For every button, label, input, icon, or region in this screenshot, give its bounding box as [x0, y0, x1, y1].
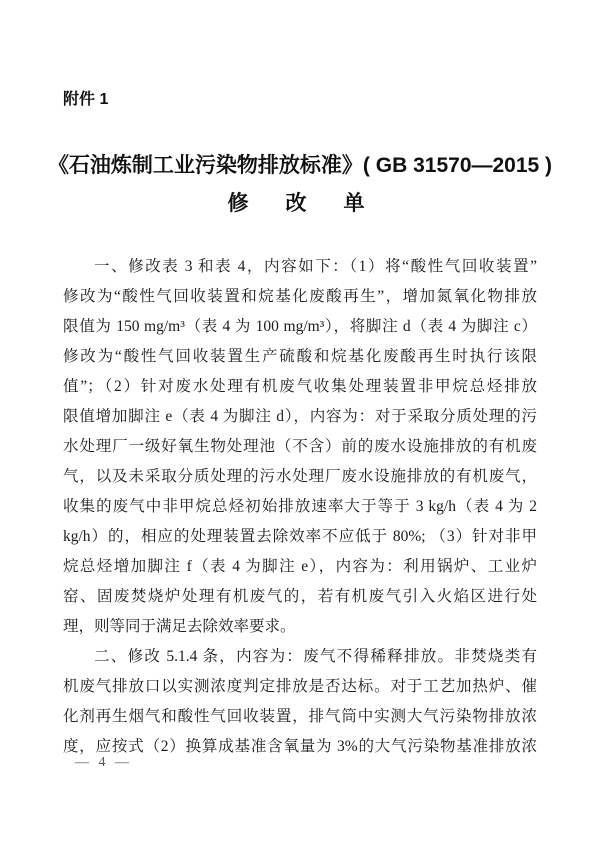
- body-line: kg/h）的，相应的处理装置去除效率不应低于 80%; （3）针对非甲: [63, 528, 537, 545]
- document-title-line1: 《石油炼制工业污染物排放标准》( GB 31570—2015 ): [47, 154, 553, 177]
- body-line: 烷总烃增加脚注 f（表 4 为脚注 e），内容为：利用锅炉、工业炉: [63, 558, 537, 575]
- body-line: 限值增加脚注 e（表 4 为脚注 d），内容为：对于采取分质处理的污: [63, 408, 537, 425]
- body-text: [63, 252, 537, 762]
- body-line: 一、修改表 3 和表 4，内容如下：（1）将“酸性气回收装置”: [94, 258, 537, 275]
- body-line: 机废气排放口以实测浓度判定排放是否达标。对于工艺加热炉、催: [63, 678, 537, 695]
- body-line: 收集的废气中非甲烷总烃初始排放速率大于等于 3 kg/h（表 4 为 2: [63, 498, 537, 515]
- page-number: — 4 —: [75, 755, 132, 770]
- body-line: 度，应按式（2）换算成基准含氧量为 3%的大气污染物基准排放浓: [63, 738, 537, 755]
- body-line: 化剂再生烟气和酸性气回收装置，排气筒中实测大气污染物排放浓: [63, 708, 537, 725]
- body-line: 气，以及未采取分质处理的污水处理厂废水设施排放的有机废气，: [63, 468, 537, 485]
- body-line: 水处理厂一级好氧生物处理池（不含）前的废水设施排放的有机废: [63, 438, 537, 455]
- body-line: 修改为“酸性气回收装置和烷基化废酸再生”，增加氮氧化物排放: [63, 288, 537, 305]
- body-line: 限值为 150 mg/m³（表 4 为 100 mg/m³），将脚注 d（表 4 为脚注 c）: [63, 318, 537, 335]
- document-title: [0, 153, 600, 217]
- body-line: 二、修改 5.1.4 条，内容为：废气不得稀释排放。非焚烧类有: [94, 648, 537, 665]
- body-line: 窑、固废焚烧炉处理有机废气的，若有机废气引入火焰区进行处: [63, 588, 537, 605]
- document-title-line2: 修 改 单: [227, 192, 373, 215]
- body-line: 理，则等同于满足去除效率要求。: [63, 618, 296, 635]
- body-line: 修改为“酸性气回收装置生产硫酸和烷基化废酸再生时执行该限: [63, 348, 537, 365]
- attachment-label: 附件 1: [63, 91, 109, 108]
- body-line: 值”；（2）针对废水处理有机废气收集处理装置非甲烷总烃排放: [63, 378, 537, 395]
